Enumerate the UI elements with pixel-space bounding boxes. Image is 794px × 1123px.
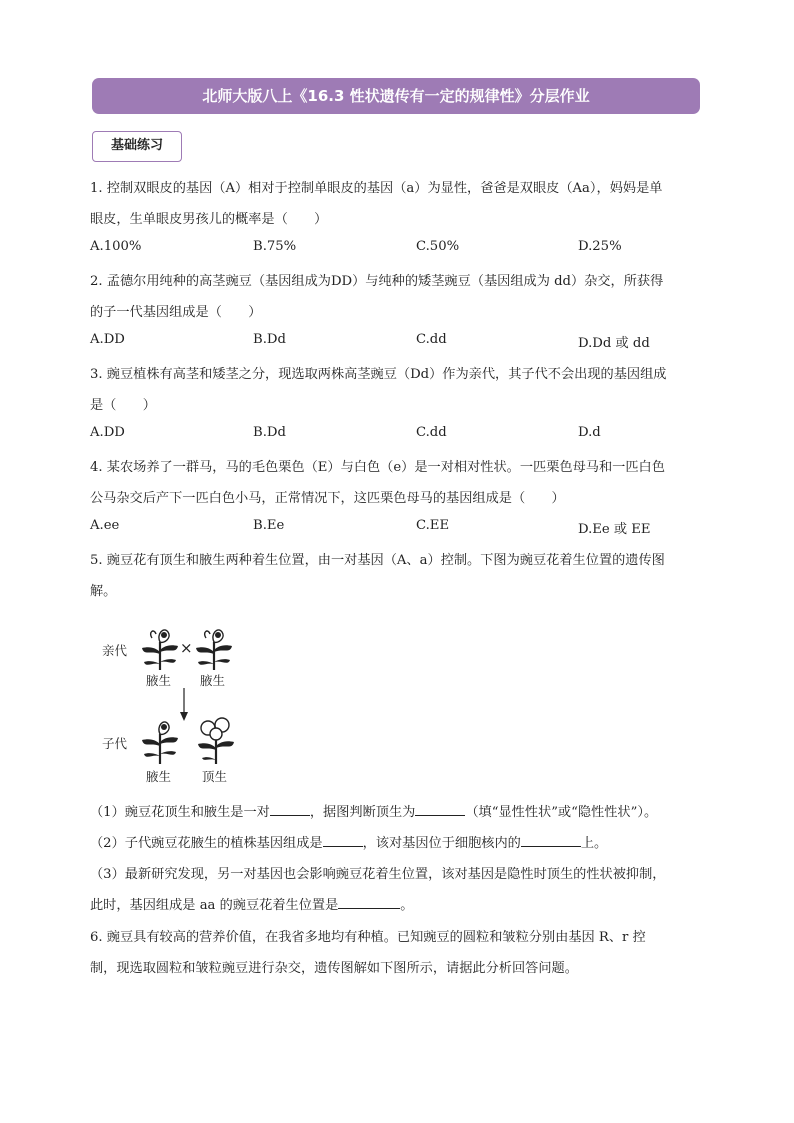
q5-sub2-text-a: （2）子代豌豆花腋生的植株基因组成是 [90, 836, 323, 851]
q4-option-c: C.EE [416, 518, 450, 533]
parent-right-label: 腋生 [200, 673, 226, 688]
q5-sub2-text-c: 上。 [580, 836, 608, 851]
q5-sub1-text-a: （1）豌豆花顶生和腋生是一对 [90, 805, 270, 820]
offspring-right-plant-icon [194, 714, 238, 766]
section-label: 基础练习 [92, 131, 182, 162]
offspring-generation-label: 子代 [102, 736, 128, 751]
q2-stem-line2: 的子一代基因组成是（ ） [90, 305, 262, 320]
q5-sub2-blank-2[interactable] [521, 834, 581, 847]
q5-stem-line2: 解。 [90, 584, 117, 599]
q3-option-d: D.d [578, 425, 601, 440]
q1-options [90, 239, 650, 259]
q5-sub3-blank[interactable] [338, 896, 400, 909]
q5-sub1-text-c: （填“显性性状”或“隐性性状”）。 [465, 805, 658, 820]
q4-stem-line1: 4. 某农场养了一群马，马的毛色栗色（E）与白色（e）是一对相对性状。一匹栗色母马和一匹白色 [90, 460, 665, 475]
worksheet-title: 北师大版八上《16.3 性状遗传有一定的规律性》分层作业 [92, 78, 700, 114]
q5-sub2 [90, 832, 607, 851]
q5-sub1 [90, 801, 657, 820]
parent-left-plant-icon [138, 622, 182, 672]
q3-stem-line2: 是（ ） [90, 398, 156, 413]
q2-stem-line1: 2. 孟德尔用纯种的高茎豌豆（基因组成为DD）与纯种的矮茎豌豆（基因组成为 dd）杂交，所获得 [90, 274, 664, 289]
q5-sub3-line2 [90, 894, 413, 913]
q3-options [90, 425, 650, 445]
q1-option-a: A.100% [90, 239, 142, 254]
parent-left-label: 腋生 [146, 673, 172, 688]
q2-option-c: C.dd [416, 332, 447, 347]
q2-options [90, 332, 650, 352]
cross-symbol: × [180, 639, 193, 657]
q5-sub3-text-a: 此时，基因组成是 aa 的豌豆花着生位置是 [90, 898, 339, 913]
q2-option-b: B.Dd [253, 332, 286, 347]
q1-stem-line1: 1. 控制双眼皮的基因（A）相对于控制单眼皮的基因（a）为显性，爸爸是双眼皮（Aa），妈妈是单 [90, 181, 663, 196]
q1-option-b: B.75% [253, 239, 297, 254]
q5-sub1-text-b: ，据图判断顶生为 [309, 805, 416, 820]
q4-option-a: A.ee [90, 518, 120, 533]
q3-option-b: B.Dd [253, 425, 286, 440]
parent-right-plant-icon [192, 622, 236, 672]
q1-option-c: C.50% [416, 239, 460, 254]
q4-options [90, 518, 650, 538]
q5-sub1-blank-1[interactable] [270, 803, 310, 816]
offspring-left-plant-icon [138, 714, 182, 766]
offspring-right-label: 顶生 [202, 769, 228, 784]
q2-option-a: A.DD [90, 332, 125, 347]
inheritance-diagram [98, 620, 258, 790]
q5-sub3-line1: （3）最新研究发现，另一对基因也会影响豌豆花着生位置，该对基因是隐性时顶生的性状被抑制， [90, 867, 666, 882]
q6-stem-line1: 6. 豌豆具有较高的营养价值，在我省多地均有种植。已知豌豆的圆粒和皱粒分别由基因 R、r 控 [90, 930, 646, 945]
q2-option-d: D.Dd 或 dd [578, 336, 650, 351]
q4-stem-line2: 公马杂交后产下一匹白色小马，正常情况下，这匹栗色母马的基因组成是（ ） [90, 491, 565, 506]
q5-sub2-text-b: ，该对基因位于细胞核内的 [362, 836, 521, 851]
q5-stem-line1: 5. 豌豆花有顶生和腋生两种着生位置，由一对基因（A、a）控制。下图为豌豆花着生位置的遗传图 [90, 553, 665, 568]
q1-stem-line2: 眼皮，生单眼皮男孩儿的概率是（ ） [90, 212, 328, 227]
q4-option-b: B.Ee [253, 518, 285, 533]
q5-sub3-text-b: 。 [400, 898, 414, 913]
parent-generation-label: 亲代 [102, 643, 128, 658]
q3-option-c: C.dd [416, 425, 447, 440]
q3-stem-line1: 3. 豌豆植株有高茎和矮茎之分，现选取两株高茎豌豆（Dd）作为亲代，其子代不会出现的基因组成 [90, 367, 667, 382]
q6-stem-line2: 制，现选取圆粒和皱粒豌豆进行杂交，遗传图解如下图所示，请据此分析回答问题。 [90, 961, 578, 976]
q3-option-a: A.DD [90, 425, 125, 440]
q5-sub2-blank-1[interactable] [323, 834, 363, 847]
q5-sub1-blank-2[interactable] [415, 803, 465, 816]
q1-option-d: D.25% [578, 239, 622, 254]
q4-option-d: D.Ee 或 EE [578, 522, 651, 537]
offspring-left-label: 腋生 [146, 769, 172, 784]
